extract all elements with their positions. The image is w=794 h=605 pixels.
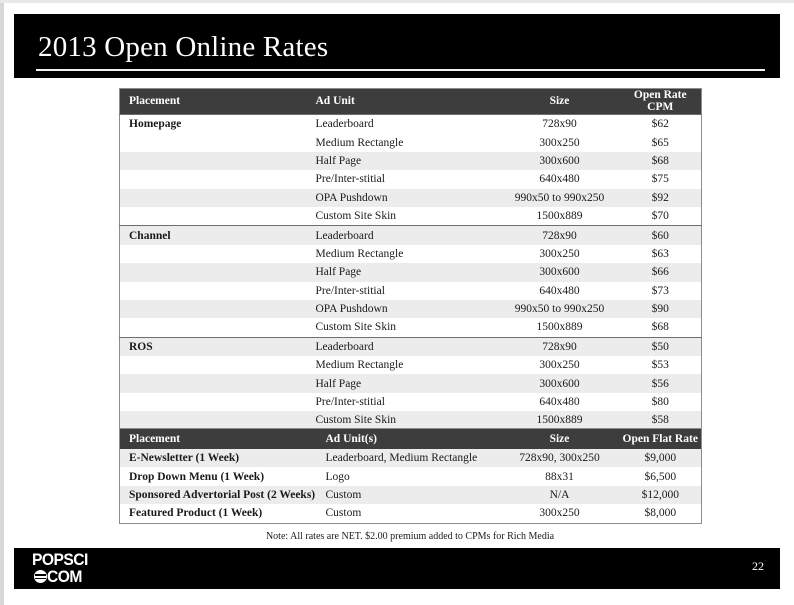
cell-ad-unit: Custom Site Skin: [310, 207, 500, 226]
table-row: [120, 170, 702, 188]
logo-text-popsci: POPSCI: [32, 550, 88, 569]
col-header-size: Size: [500, 429, 620, 450]
cell-rate: $50: [620, 337, 702, 356]
cell-ad-unit: Medium Rectangle: [310, 356, 500, 374]
cell-size: 300x600: [500, 263, 620, 281]
cell-rate: $68: [620, 318, 702, 337]
cell-ad-unit: Pre/Inter-stitial: [310, 282, 500, 300]
cell-rate: $58: [620, 411, 702, 430]
cell-placement: [120, 300, 310, 318]
table-header-row: [120, 89, 702, 115]
cell-rate: $63: [620, 245, 702, 263]
table-row: [120, 504, 702, 523]
table-row: [120, 393, 702, 411]
cell-placement: [120, 207, 310, 226]
cell-placement: [120, 245, 310, 263]
cell-placement: [120, 374, 310, 392]
table-row: [120, 263, 702, 281]
cell-rate: $73: [620, 282, 702, 300]
cell-rate: $60: [620, 226, 702, 245]
cell-ad-unit: Medium Rectangle: [310, 133, 500, 151]
col-header-ad-unit: Ad Unit: [310, 89, 500, 115]
cell-placement: ROS: [120, 337, 310, 356]
col-header-size: Size: [500, 89, 620, 115]
cell-rate: $12,000: [620, 486, 702, 504]
cell-ad-unit: Half Page: [310, 263, 500, 281]
rates-footnote: Note: All rates are NET. $2.00 premium added to CPMs for Rich Media: [265, 531, 555, 542]
table-row: [120, 486, 702, 504]
table-row: [120, 282, 702, 300]
table-row: [120, 318, 702, 337]
cell-rate: $90: [620, 300, 702, 318]
table-row: [120, 337, 702, 356]
table-row: [120, 245, 702, 263]
cell-ad-unit: Custom Site Skin: [310, 318, 500, 337]
cell-placement: [120, 393, 310, 411]
table-header-row: [120, 429, 702, 450]
cell-placement: [120, 318, 310, 337]
table-row: [120, 226, 702, 245]
cell-placement: [120, 282, 310, 300]
cell-placement: Homepage: [120, 115, 310, 134]
page-title: 2013 Open Online Rates: [38, 31, 329, 63]
cell-ad-unit: Custom: [320, 504, 500, 523]
open-rate-cpm-table: [119, 88, 702, 431]
cell-ad-unit: Logo: [320, 467, 500, 485]
cell-ad-unit: Leaderboard, Medium Rectangle: [320, 449, 500, 467]
cell-placement: [120, 152, 310, 170]
window-left-edge: [0, 0, 4, 605]
logo-text-com: COM: [47, 567, 82, 586]
cell-rate: $8,000: [620, 504, 702, 523]
cell-placement: Drop Down Menu (1 Week): [120, 467, 320, 485]
page-number: 22: [752, 559, 764, 573]
cell-size: 990x50 to 990x250: [500, 189, 620, 207]
table-row: [120, 207, 702, 226]
title-banner: [14, 14, 780, 78]
cell-rate: $66: [620, 263, 702, 281]
cell-placement: E-Newsletter (1 Week): [120, 449, 320, 467]
cell-size: 728x90, 300x250: [500, 449, 620, 467]
cell-placement: [120, 356, 310, 374]
cell-size: 300x600: [500, 374, 620, 392]
cell-size: 728x90: [500, 337, 620, 356]
table-row: [120, 133, 702, 151]
col-header-placement: Placement: [120, 429, 320, 450]
cell-size: 640x480: [500, 393, 620, 411]
cell-ad-unit: Pre/Inter-stitial: [310, 393, 500, 411]
cell-ad-unit: Pre/Inter-stitial: [310, 170, 500, 188]
cell-placement: [120, 189, 310, 207]
cell-ad-unit: Medium Rectangle: [310, 245, 500, 263]
cell-ad-unit: OPA Pushdown: [310, 300, 500, 318]
cell-rate: $75: [620, 170, 702, 188]
cell-rate: $80: [620, 393, 702, 411]
cell-rate: $70: [620, 207, 702, 226]
cell-rate: $92: [620, 189, 702, 207]
open-flat-rate-table: [119, 428, 702, 524]
table-row: [120, 467, 702, 485]
cell-size: 728x90: [500, 226, 620, 245]
cell-size: 728x90: [500, 115, 620, 134]
cell-placement: [120, 133, 310, 151]
cell-size: 300x250: [500, 245, 620, 263]
cell-placement: Sponsored Advertorial Post (2 Weeks): [120, 486, 320, 504]
cell-placement: [120, 170, 310, 188]
cell-ad-unit: Leaderboard: [310, 226, 500, 245]
cell-size: 300x600: [500, 152, 620, 170]
table-row: [120, 189, 702, 207]
globe-icon: [34, 570, 47, 583]
cell-placement: Channel: [120, 226, 310, 245]
col-header-rate: Open Rate CPM: [620, 89, 702, 115]
table-row: [120, 374, 702, 392]
cell-size: 640x480: [500, 170, 620, 188]
cell-size: 1500x889: [500, 207, 620, 226]
cell-rate: $62: [620, 115, 702, 134]
cell-size: N/A: [500, 486, 620, 504]
cell-ad-unit: Custom Site Skin: [310, 411, 500, 430]
cell-placement: [120, 263, 310, 281]
cell-size: 300x250: [500, 133, 620, 151]
footer-bar: [14, 548, 780, 589]
cell-ad-unit: Half Page: [310, 374, 500, 392]
cpm-table-header: [120, 89, 702, 115]
table-row: [120, 300, 702, 318]
cell-size: 640x480: [500, 282, 620, 300]
table-row: [120, 152, 702, 170]
table-row: [120, 356, 702, 374]
cell-size: 300x250: [500, 504, 620, 523]
cell-ad-unit: Leaderboard: [310, 115, 500, 134]
col-header-placement: Placement: [120, 89, 310, 115]
cell-rate: $68: [620, 152, 702, 170]
cell-ad-unit: OPA Pushdown: [310, 189, 500, 207]
cell-rate: $9,000: [620, 449, 702, 467]
title-underline-rule: [36, 69, 765, 71]
cell-rate: $6,500: [620, 467, 702, 485]
cell-ad-unit: Leaderboard: [310, 337, 500, 356]
cell-rate: $65: [620, 133, 702, 151]
cell-size: 300x250: [500, 356, 620, 374]
flat-table-header: [120, 429, 702, 450]
cell-size: 88x31: [500, 467, 620, 485]
cell-rate: $56: [620, 374, 702, 392]
cell-size: 990x50 to 990x250: [500, 300, 620, 318]
table-row: [120, 115, 702, 134]
cell-rate: $53: [620, 356, 702, 374]
col-header-ad-units: Ad Unit(s): [320, 429, 500, 450]
cpm-table-body: [120, 115, 702, 431]
cell-ad-unit: Half Page: [310, 152, 500, 170]
popsci-logo: [32, 551, 182, 587]
cell-size: 1500x889: [500, 318, 620, 337]
cell-ad-unit: Custom: [320, 486, 500, 504]
table-row: [120, 449, 702, 467]
flat-table-body: [120, 449, 702, 523]
cell-size: 1500x889: [500, 411, 620, 430]
window-top-edge: [0, 0, 794, 3]
col-header-flat-rate: Open Flat Rate: [620, 429, 702, 450]
cell-placement: Featured Product (1 Week): [120, 504, 320, 523]
